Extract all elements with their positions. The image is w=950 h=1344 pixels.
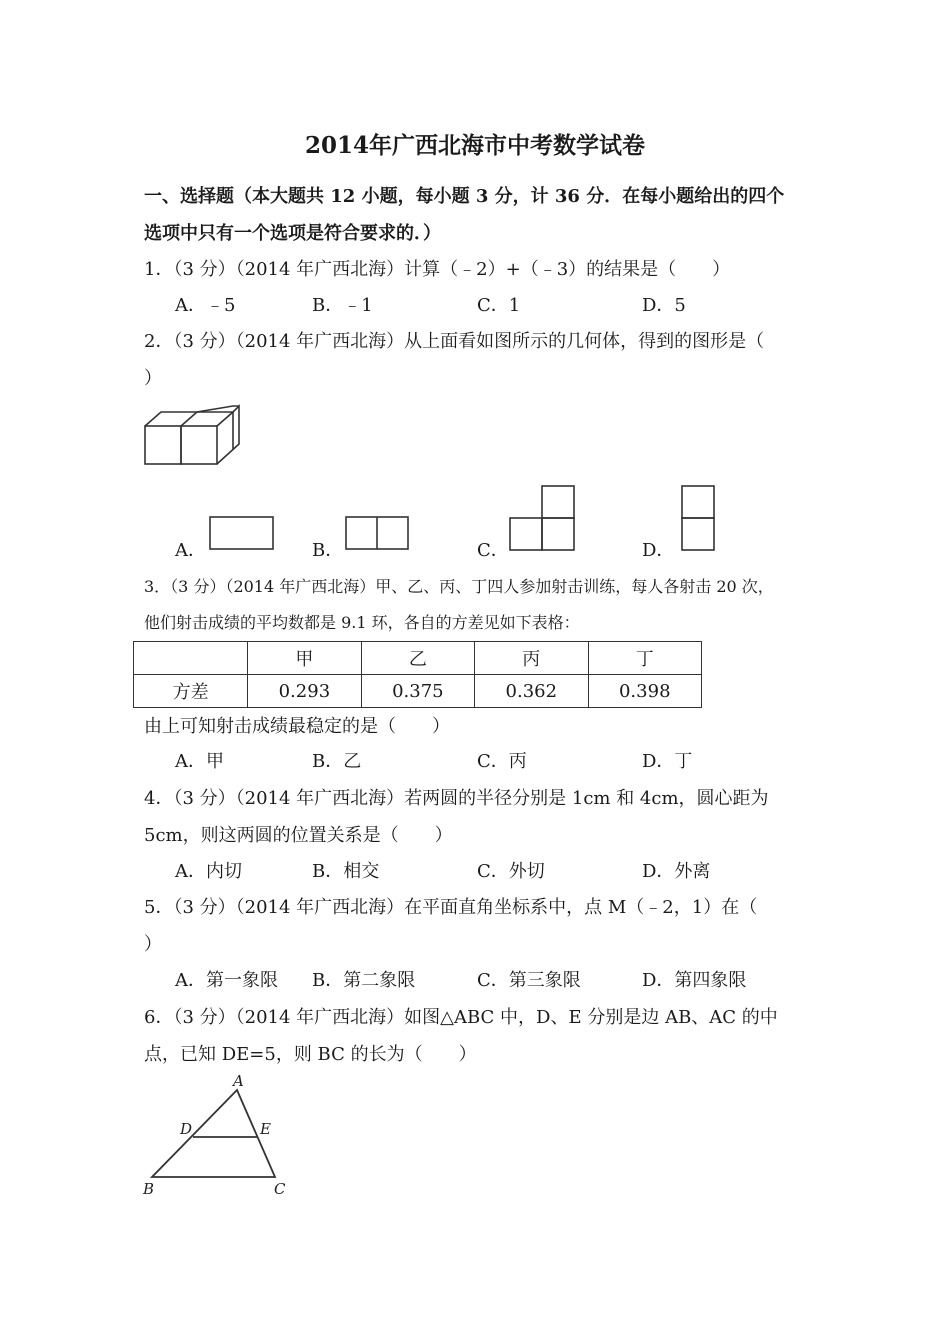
q1-stem: 1．（3 分）（2014 年广西北海）计算（﹣2）+（﹣3）的结果是（ ） — [144, 259, 731, 280]
q2-option-c: C． — [477, 540, 509, 561]
table-row — [134, 675, 702, 708]
q5-option-d: D．第四象限 — [642, 970, 747, 991]
q2-option-d: D． — [642, 540, 675, 561]
q4-stem-line1: 4．（3 分）（2014 年广西北海）若两圆的半径分别是 1cm 和 4cm，圆心距为 — [144, 788, 769, 809]
q3-stem-line2: 他们射击成绩的平均数都是 9.1 环，各自的方差见如下表格： — [144, 613, 580, 632]
q2-option-a: A． — [175, 540, 206, 561]
q6-stem-line2: 点，已知 DE=5，则 BC 的长为（ ） — [144, 1044, 477, 1065]
table-header-cell: 甲 — [248, 642, 361, 675]
q5-stem-line2: ） — [144, 934, 162, 955]
section-heading-line2: 选项中只有一个选项是符合要求的．） — [144, 223, 441, 244]
q5-stem-line1: 5．（3 分）（2014 年广西北海）在平面直角坐标系中，点 M（﹣2，1）在（ — [144, 897, 758, 918]
variance-table — [133, 641, 702, 708]
table-cell: 0.293 — [248, 675, 361, 708]
q4-stem-line2: 5cm，则这两圆的位置关系是（ ） — [144, 825, 453, 846]
table-cell: 0.398 — [588, 675, 701, 708]
q4-option-a: A．内切 — [175, 861, 242, 882]
table-header-cell: 乙 — [361, 642, 474, 675]
q1-option-c: C．1 — [477, 295, 521, 316]
q5-option-b: B．第二象限 — [312, 970, 416, 991]
q3-option-a: A．甲 — [175, 751, 224, 772]
q3-option-d: D．丁 — [642, 751, 693, 772]
q3-option-c: C．丙 — [477, 751, 527, 772]
q4-option-c: C．外切 — [477, 861, 545, 882]
q5-option-c: C．第三象限 — [477, 970, 581, 991]
q6-triangle-figure — [140, 1072, 300, 1202]
table-cell: 0.362 — [475, 675, 588, 708]
table-header-cell: 丁 — [588, 642, 701, 675]
q1-option-b: B．﹣1 — [312, 295, 373, 316]
q5-option-a: A．第一象限 — [175, 970, 278, 991]
page-title: 2014年广西北海市中考数学试卷 — [304, 132, 645, 159]
q6-stem-line1: 6．（3 分）（2014 年广西北海）如图△ABC 中，D、E 分别是边 AB、AC 的中 — [144, 1007, 778, 1028]
q2-stem-line2: ） — [144, 368, 162, 389]
q4-option-d: D．外离 — [642, 861, 711, 882]
table-header-cell — [134, 642, 248, 675]
label-e: E — [260, 1120, 271, 1138]
q2-stem-line1: 2．（3 分）（2014 年广西北海）从上面看如图所示的几何体，得到的图形是（ — [144, 331, 765, 352]
q3-after-table: 由上可知射击成绩最稳定的是（ ） — [144, 716, 450, 737]
q2-solid-figure — [143, 404, 243, 468]
q3-stem-line1: 3．（3 分）（2014 年广西北海）甲、乙、丙、丁四人参加射击训练，每人各射击 20 次， — [144, 577, 774, 596]
label-d: D — [180, 1120, 193, 1138]
label-b: B — [143, 1180, 155, 1198]
q3-option-b: B．乙 — [312, 751, 362, 772]
table-cell: 方差 — [134, 675, 248, 708]
q1-option-d: D．5 — [642, 295, 686, 316]
q1-option-a: A．﹣5 — [175, 295, 236, 316]
table-header-cell: 丙 — [475, 642, 588, 675]
table-cell: 0.375 — [361, 675, 474, 708]
section-heading-line1: 一、选择题（本大题共 12 小题，每小题 3 分，计 36 分．在每小题给出的四个 — [144, 186, 785, 207]
q2-option-d-figure — [681, 485, 717, 553]
q2-option-a-figure — [209, 516, 275, 552]
table-header-row — [134, 642, 702, 675]
q2-option-b: B． — [312, 540, 344, 561]
q4-option-b: B．相交 — [312, 861, 380, 882]
q2-option-c-figure — [509, 485, 577, 553]
label-a: A — [233, 1072, 244, 1090]
label-c: C — [274, 1180, 286, 1198]
q2-option-b-figure — [345, 516, 411, 552]
